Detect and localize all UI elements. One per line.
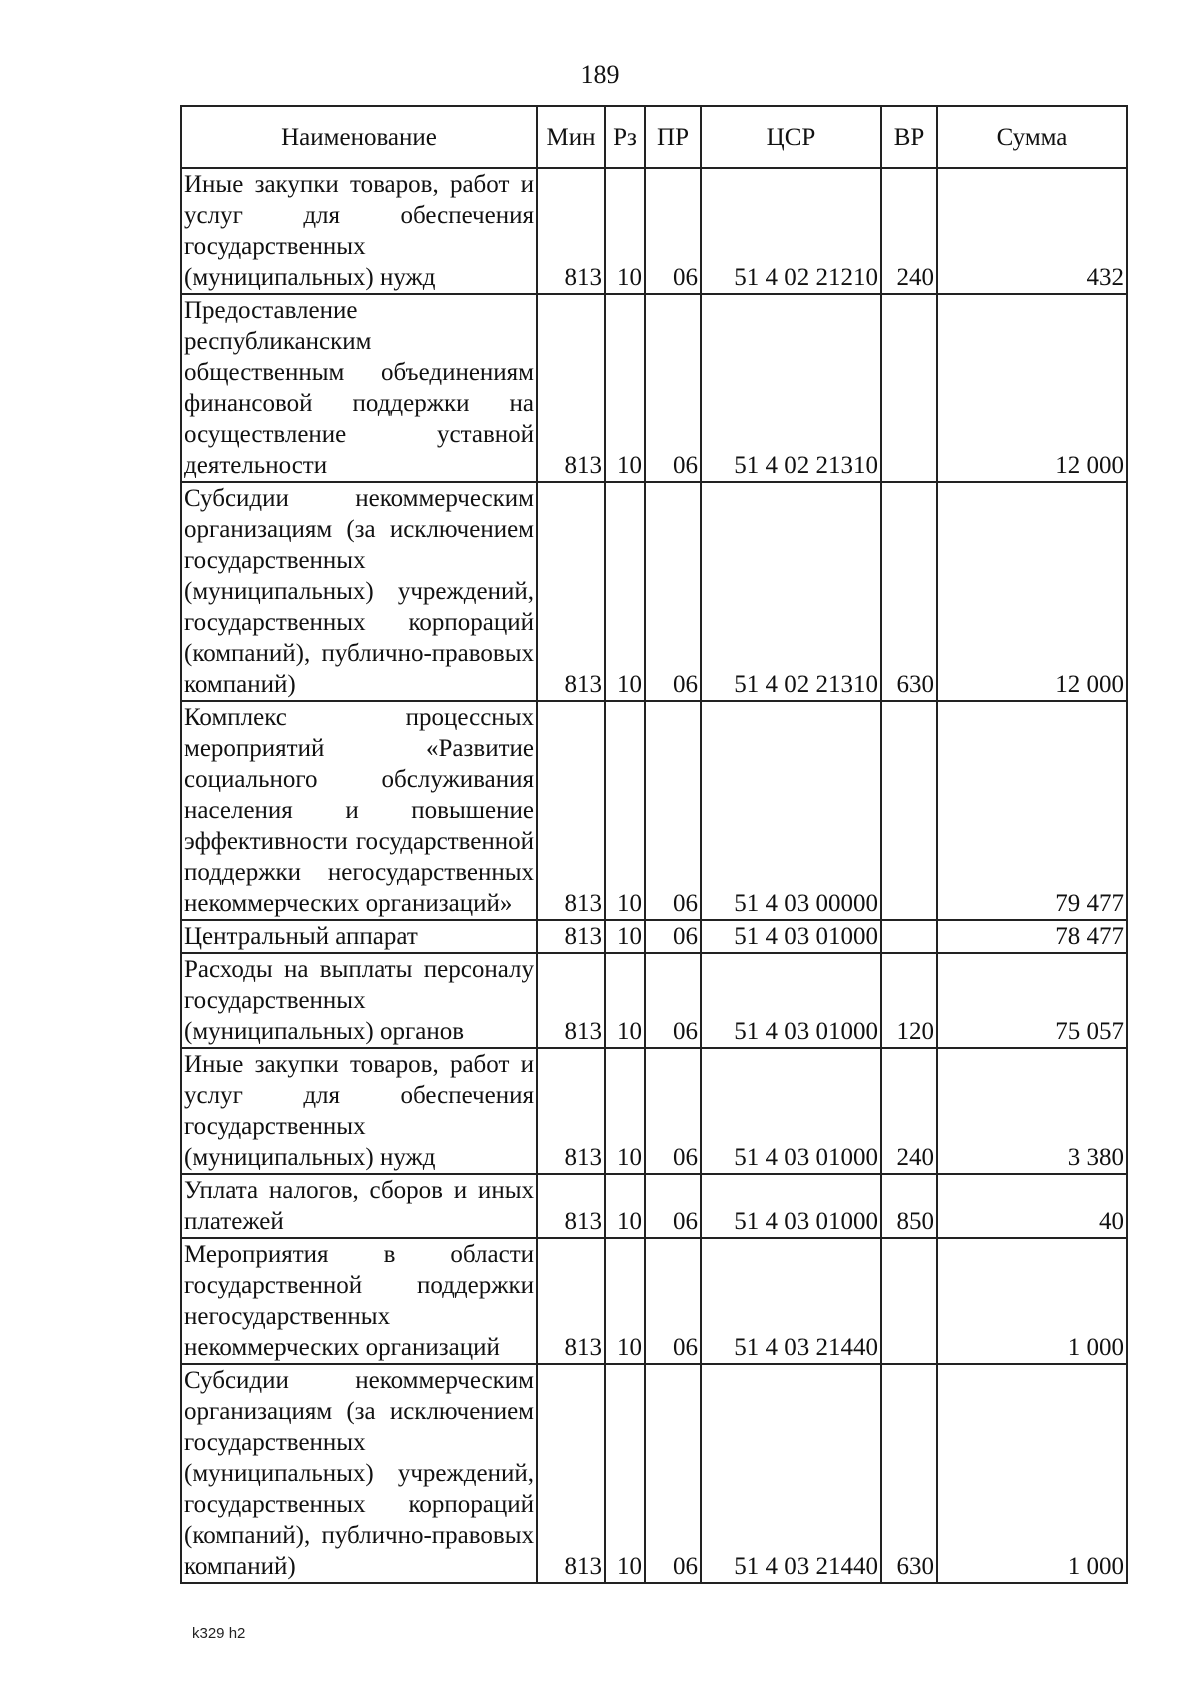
table-row — [181, 1174, 1127, 1238]
cell-pr: 06 — [645, 1364, 701, 1583]
cell-min: 813 — [537, 482, 605, 701]
header-pr: ПР — [645, 106, 701, 168]
cell-csr: 51 4 02 21310 — [701, 294, 881, 482]
header-sum: Сумма — [937, 106, 1127, 168]
cell-sum: 79 477 — [937, 701, 1127, 920]
cell-rz: 10 — [605, 920, 645, 953]
table-row — [181, 482, 1127, 701]
cell-min: 813 — [537, 701, 605, 920]
cell-csr: 51 4 03 21440 — [701, 1364, 881, 1583]
cell-name: Мероприятия в области государственной поддержки негосударственных некоммерческих организаций — [181, 1238, 537, 1364]
cell-pr: 06 — [645, 1238, 701, 1364]
cell-min: 813 — [537, 1364, 605, 1583]
cell-vr — [881, 701, 937, 920]
cell-sum: 3 380 — [937, 1048, 1127, 1174]
cell-rz: 10 — [605, 1174, 645, 1238]
cell-csr: 51 4 03 21440 — [701, 1238, 881, 1364]
cell-name: Центральный аппарат — [181, 920, 537, 953]
cell-min: 813 — [537, 168, 605, 294]
cell-vr — [881, 920, 937, 953]
footer-code: k329 h2 — [192, 1625, 246, 1642]
header-name: Наименование — [181, 106, 537, 168]
table-row — [181, 1364, 1127, 1583]
cell-vr — [881, 294, 937, 482]
cell-sum: 40 — [937, 1174, 1127, 1238]
cell-min: 813 — [537, 1174, 605, 1238]
cell-csr: 51 4 03 01000 — [701, 953, 881, 1048]
cell-sum: 1 000 — [937, 1364, 1127, 1583]
cell-rz: 10 — [605, 1238, 645, 1364]
cell-pr: 06 — [645, 953, 701, 1048]
cell-name: Иные закупки товаров, работ и услуг для обеспечения государственных (муниципальных) нужд — [181, 1048, 537, 1174]
cell-rz: 10 — [605, 168, 645, 294]
cell-vr: 120 — [881, 953, 937, 1048]
cell-pr: 06 — [645, 1048, 701, 1174]
cell-min: 813 — [537, 294, 605, 482]
header-min: Мин — [537, 106, 605, 168]
cell-csr: 51 4 02 21310 — [701, 482, 881, 701]
table-row — [181, 1048, 1127, 1174]
cell-sum: 12 000 — [937, 482, 1127, 701]
cell-csr: 51 4 03 00000 — [701, 701, 881, 920]
cell-sum: 432 — [937, 168, 1127, 294]
cell-pr: 06 — [645, 920, 701, 953]
cell-pr: 06 — [645, 1174, 701, 1238]
budget-table — [180, 105, 1128, 1584]
cell-vr: 240 — [881, 168, 937, 294]
cell-pr: 06 — [645, 701, 701, 920]
cell-name: Предоставление республиканским общественным объединениям финансовой поддержки на осуществление уставной деятельности — [181, 294, 537, 482]
cell-rz: 10 — [605, 294, 645, 482]
cell-vr: 630 — [881, 1364, 937, 1583]
cell-min: 813 — [537, 1238, 605, 1364]
table-row — [181, 294, 1127, 482]
table-row — [181, 1238, 1127, 1364]
cell-pr: 06 — [645, 168, 701, 294]
header-csr: ЦСР — [701, 106, 881, 168]
cell-pr: 06 — [645, 482, 701, 701]
page-number: 189 — [580, 60, 620, 89]
table-row — [181, 701, 1127, 920]
header-rz: Рз — [605, 106, 645, 168]
cell-csr: 51 4 03 01000 — [701, 920, 881, 953]
cell-rz: 10 — [605, 1364, 645, 1583]
cell-csr: 51 4 02 21210 — [701, 168, 881, 294]
cell-csr: 51 4 03 01000 — [701, 1174, 881, 1238]
cell-rz: 10 — [605, 1048, 645, 1174]
cell-min: 813 — [537, 920, 605, 953]
cell-name: Расходы на выплаты персоналу государственных (муниципальных) органов — [181, 953, 537, 1048]
cell-sum: 1 000 — [937, 1238, 1127, 1364]
cell-sum: 12 000 — [937, 294, 1127, 482]
cell-csr: 51 4 03 01000 — [701, 1048, 881, 1174]
cell-vr: 240 — [881, 1048, 937, 1174]
cell-name: Иные закупки товаров, работ и услуг для обеспечения государственных (муниципальных) нужд — [181, 168, 537, 294]
cell-pr: 06 — [645, 294, 701, 482]
cell-min: 813 — [537, 953, 605, 1048]
cell-rz: 10 — [605, 701, 645, 920]
table-row — [181, 920, 1127, 953]
cell-rz: 10 — [605, 953, 645, 1048]
cell-name: Комплекс процессных мероприятий «Развитие социального обслуживания населения и повышение эффективности государственной поддержки негосударственных некоммерческих организаций» — [181, 701, 537, 920]
table-header-row — [181, 106, 1127, 168]
cell-name: Субсидии некоммерческим организациям (за исключением государственных (муниципальных) учреждений, государственных корпораций (компаний), публично-правовых компаний) — [181, 1364, 537, 1583]
table-row — [181, 168, 1127, 294]
cell-name: Уплата налогов, сборов и иных платежей — [181, 1174, 537, 1238]
cell-sum: 78 477 — [937, 920, 1127, 953]
header-vr: ВР — [881, 106, 937, 168]
cell-sum: 75 057 — [937, 953, 1127, 1048]
cell-name: Субсидии некоммерческим организациям (за исключением государственных (муниципальных) учреждений, государственных корпораций (компаний), публично-правовых компаний) — [181, 482, 537, 701]
cell-vr: 850 — [881, 1174, 937, 1238]
cell-min: 813 — [537, 1048, 605, 1174]
cell-vr — [881, 1238, 937, 1364]
cell-vr: 630 — [881, 482, 937, 701]
table-row — [181, 953, 1127, 1048]
cell-rz: 10 — [605, 482, 645, 701]
